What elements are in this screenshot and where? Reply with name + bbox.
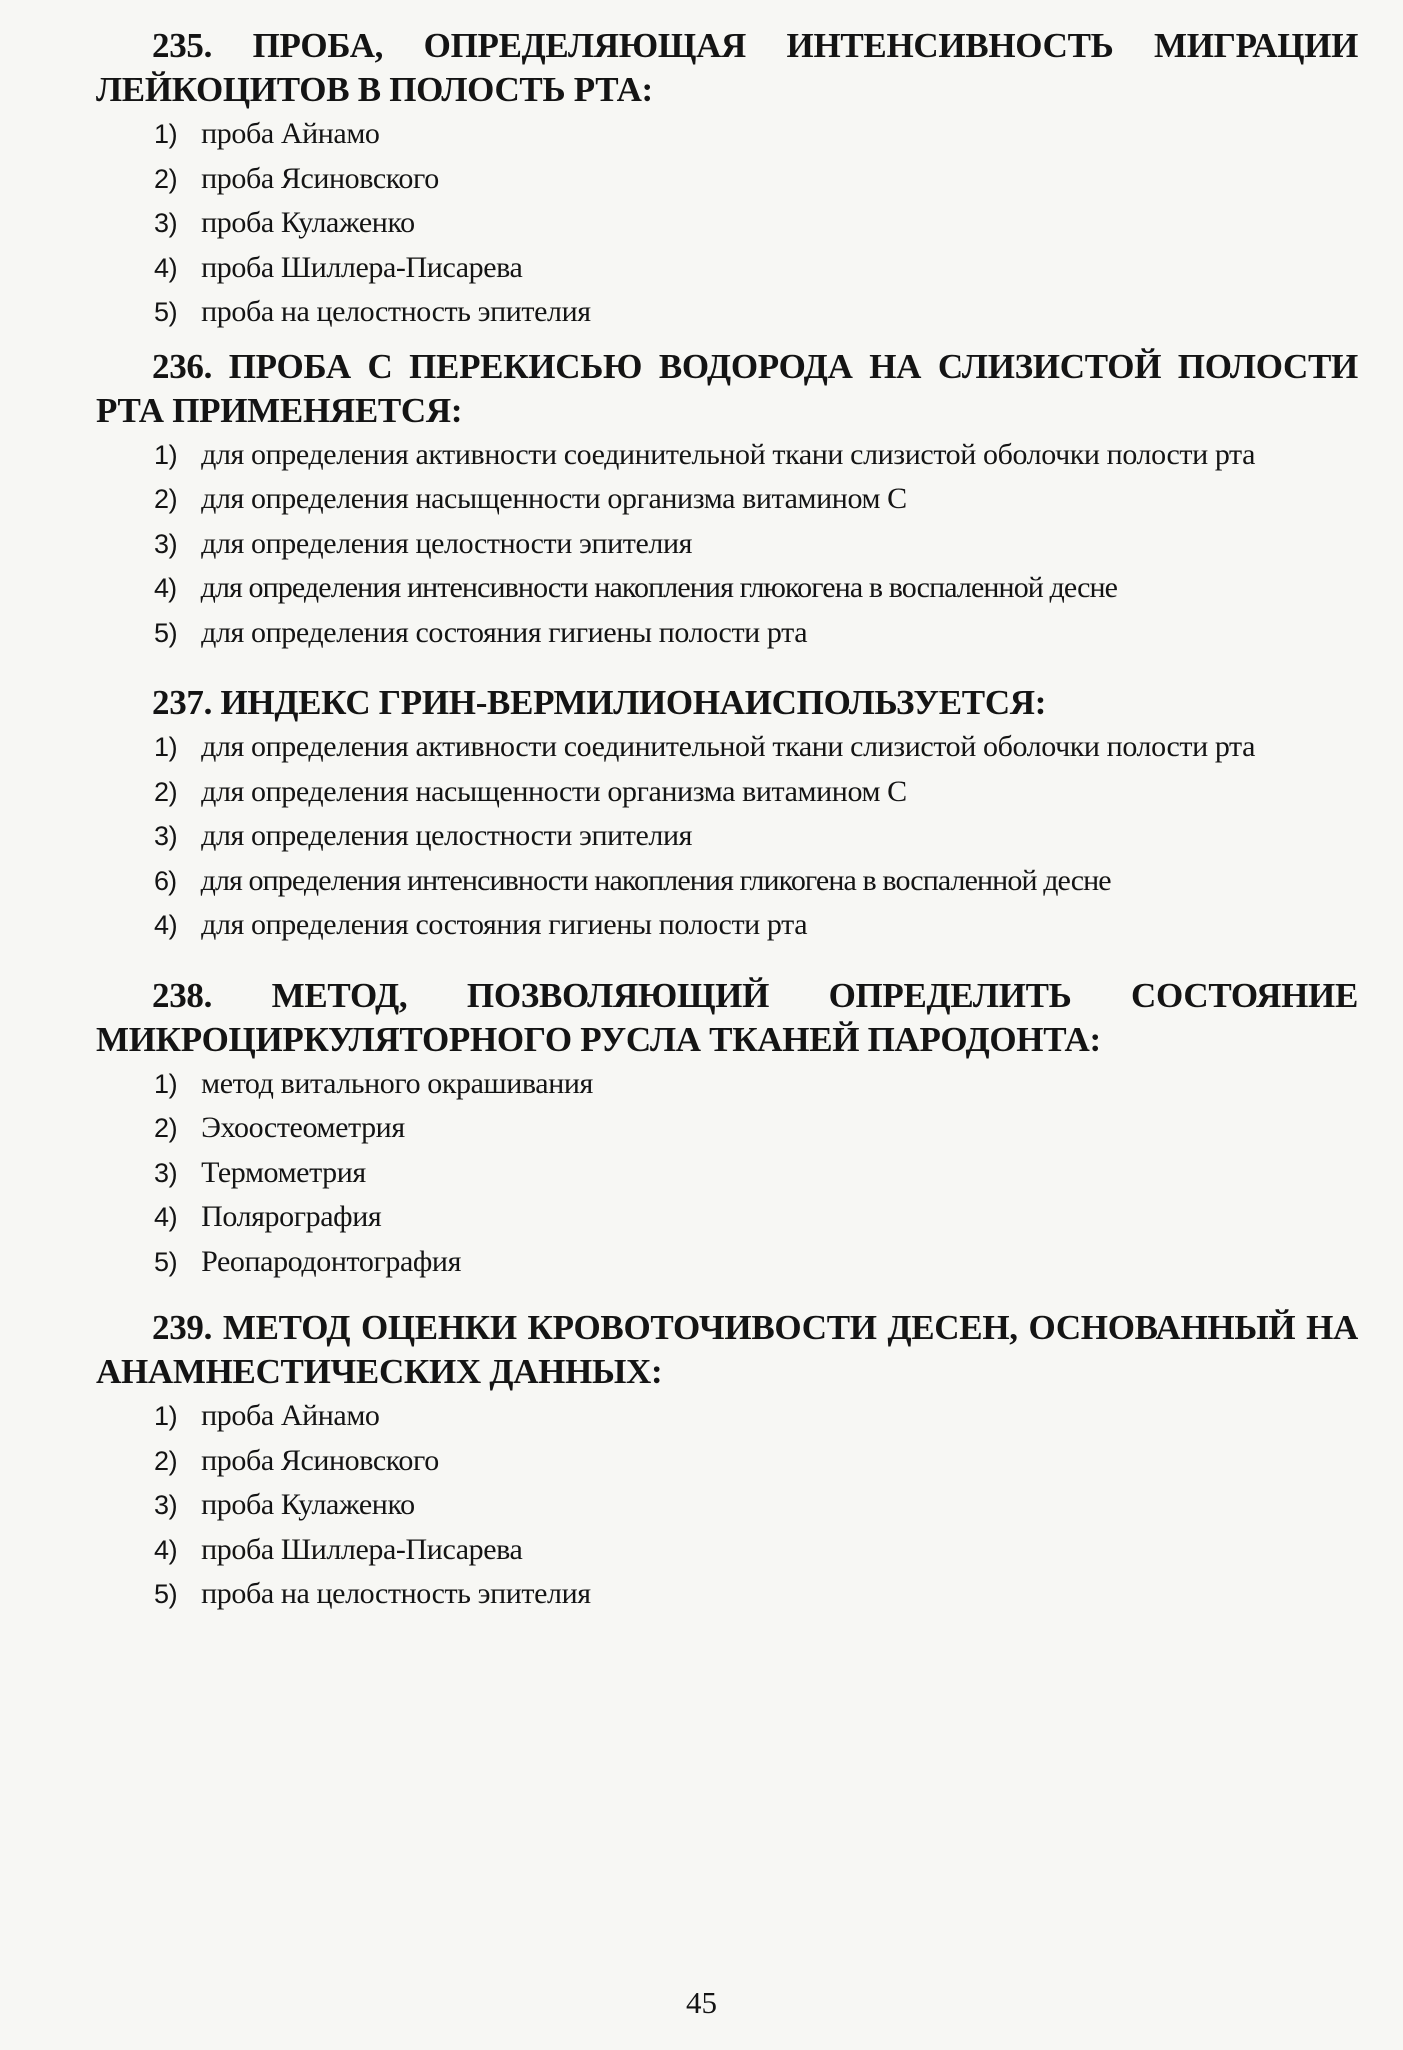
answer-number: 5): [154, 297, 178, 327]
question-title: 235. ПРОБА, ОПРЕДЕЛЯЮЩАЯ ИНТЕНСИВНОСТЬ МИГРАЦИИ ЛЕЙКОЦИТОВ В ПОЛОСТЬ РТА:: [96, 26, 1358, 109]
answer-number: 5): [154, 1579, 178, 1609]
answer-number: 5): [154, 1246, 178, 1277]
answer-option: [96, 290, 1358, 335]
answer-number: 1): [154, 439, 178, 470]
answer-option: [96, 566, 1358, 611]
answer-text: Реопародонтография: [201, 1244, 461, 1278]
answer-text: Термометрия: [201, 1155, 366, 1189]
question-title: 237. ИНДЕКС ГРИН-ВЕРМИЛИОНАИСПОЛЬЗУЕТСЯ:: [152, 683, 1047, 722]
answer-option: [96, 1572, 1358, 1617]
answer-text: для определения насыщенности организма витамином С: [201, 482, 907, 515]
question-237: [96, 681, 1358, 948]
answer-number: 4): [154, 910, 178, 940]
answer-option: [96, 1483, 1358, 1528]
answer-number: 3): [154, 528, 178, 559]
question-238: [96, 974, 1358, 1285]
answer-option: [96, 1151, 1358, 1196]
answer-text: Эхоостеометрия: [201, 1111, 405, 1144]
answer-list: [96, 433, 1358, 656]
answer-option: [96, 903, 1358, 948]
answer-option: [96, 814, 1358, 859]
answer-option: [96, 611, 1358, 656]
answer-number: 4): [154, 1534, 178, 1565]
answer-list: [96, 1394, 1358, 1617]
answer-number: 3): [154, 208, 178, 238]
answer-option: [96, 112, 1358, 157]
question-235: [96, 24, 1358, 335]
answer-number: 1): [154, 732, 178, 762]
answer-text: Полярография: [201, 1200, 382, 1233]
answer-number: 3): [154, 1157, 178, 1188]
answer-number: 1): [154, 119, 178, 149]
answer-option: [96, 157, 1358, 202]
question-title: 236. ПРОБА С ПЕРЕКИСЬЮ ВОДОРОДА НА СЛИЗИСТОЙ ПОЛОСТИ РТА ПРИМЕНЯЕТСЯ:: [96, 346, 1358, 430]
answer-number: 1): [154, 1068, 178, 1099]
answer-list: [96, 725, 1358, 948]
answer-text: для определения интенсивности накопления гликогена в воспаленной десне: [200, 863, 1111, 897]
answer-option: [96, 1394, 1358, 1439]
answer-text: для определения интенсивности накопления глюкогена в воспаленной десне: [200, 571, 1118, 604]
answer-number: 2): [154, 163, 178, 194]
answer-number: 3): [154, 821, 178, 851]
answer-option: [96, 1528, 1358, 1573]
answer-option: [96, 1106, 1358, 1151]
answer-option: [96, 433, 1358, 478]
questions-list: [96, 24, 1358, 1617]
answer-option: [96, 770, 1358, 815]
answer-text: проба Айнамо: [201, 1399, 380, 1432]
answer-option: [96, 1240, 1358, 1285]
answer-number: 5): [154, 617, 178, 648]
answer-text: проба Шиллера-Писарева: [201, 250, 523, 284]
answer-number: 3): [154, 1490, 178, 1520]
answer-option: [96, 246, 1358, 291]
answer-option: [96, 1195, 1358, 1240]
answer-text: проба на целостность эпителия: [201, 295, 591, 328]
page-number: 45: [686, 1985, 717, 2020]
answer-number: 4): [154, 252, 178, 283]
answer-text: для определения активности соединительной ткани слизистой оболочки полости рта: [201, 730, 1256, 763]
answer-number: 1): [154, 1401, 178, 1431]
answer-option: [96, 1439, 1358, 1484]
answer-text: проба Ясиновского: [201, 1443, 439, 1477]
answer-text: для определения целостности эпителия: [201, 526, 693, 560]
question-title: 239. МЕТОД ОЦЕНКИ КРОВОТОЧИВОСТИ ДЕСЕН, ОСНОВАННЫЙ НА АНАМНЕСТИЧЕСКИХ ДАННЫХ:: [96, 1308, 1358, 1391]
answer-text: метод витального окрашивания: [201, 1066, 593, 1100]
answer-number: 2): [154, 1113, 178, 1143]
answer-number: 2): [154, 484, 178, 514]
answer-text: проба Ясиновского: [201, 161, 439, 195]
answer-option: [96, 859, 1358, 904]
answer-text: проба Шиллера-Писарева: [201, 1532, 523, 1566]
answer-list: [96, 1062, 1358, 1285]
answer-text: для определения состояния гигиены полости рта: [201, 615, 808, 649]
answer-text: проба Кулаженко: [201, 1488, 415, 1521]
answer-text: для определения целостности эпителия: [201, 819, 693, 852]
answer-text: для определения насыщенности организма витамином С: [201, 774, 907, 808]
answer-option: [96, 477, 1358, 522]
answer-number: 6): [154, 865, 177, 896]
answer-text: для определения активности соединительной ткани слизистой оболочки полости рта: [201, 437, 1256, 471]
answer-list: [96, 112, 1358, 335]
answer-number: 4): [154, 573, 177, 603]
question-239: [96, 1306, 1358, 1617]
answer-option: [96, 522, 1358, 567]
answer-number: 4): [154, 1202, 178, 1232]
answer-option: [96, 1062, 1358, 1107]
answer-number: 2): [154, 1445, 178, 1476]
answer-option: [96, 201, 1358, 246]
answer-text: проба на целостность эпителия: [201, 1577, 591, 1610]
question-236: [96, 345, 1358, 656]
answer-text: для определения состояния гигиены полости рта: [201, 908, 808, 941]
answer-text: проба Айнамо: [201, 117, 380, 150]
answer-number: 2): [154, 776, 178, 807]
question-title: 238. МЕТОД, ПОЗВОЛЯЮЩИЙ ОПРЕДЕЛИТЬ СОСТОЯНИЕ МИКРОЦИРКУЛЯТОРНОГО РУСЛА ТКАНЕЙ ПАРОДОНТА:: [96, 975, 1358, 1059]
answer-option: [96, 725, 1358, 770]
answer-text: проба Кулаженко: [201, 206, 415, 239]
